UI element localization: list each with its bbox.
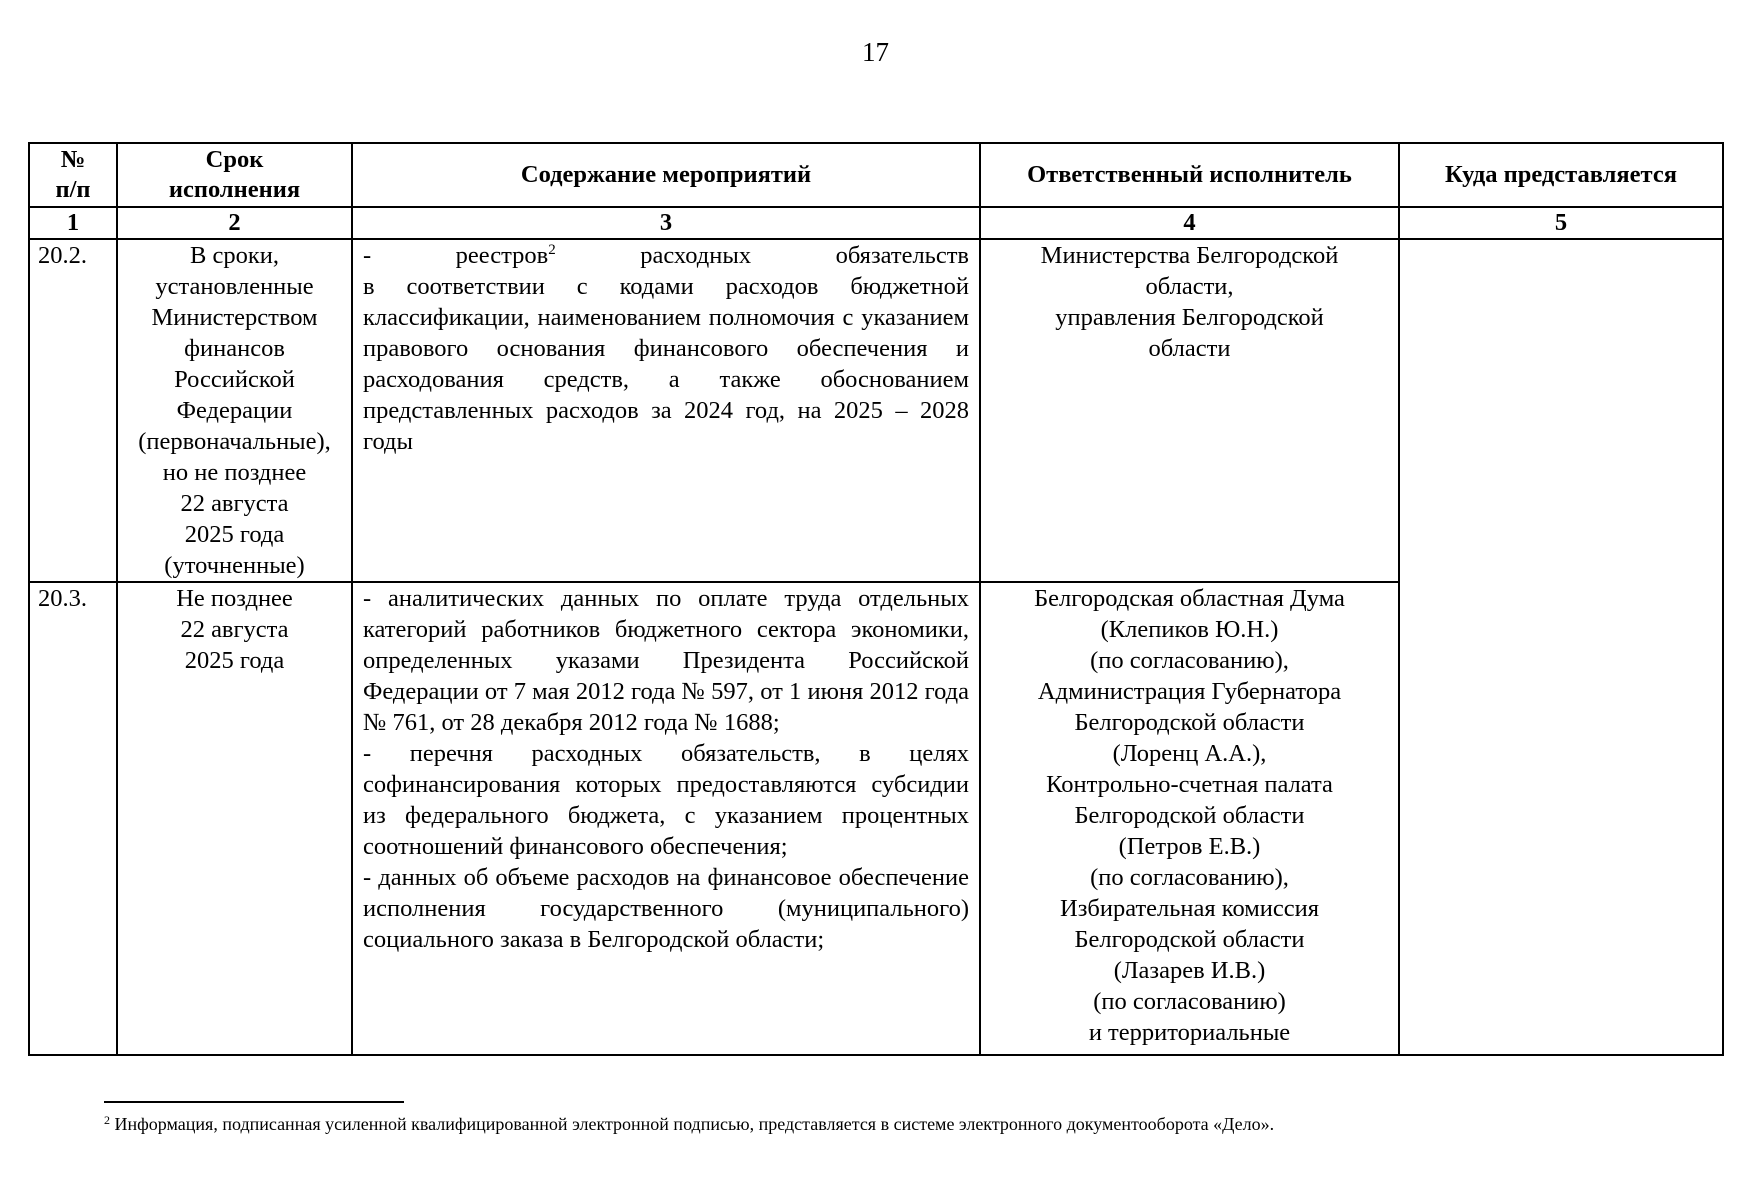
term-line: Российской [174,366,295,393]
table-row [29,239,1723,582]
executor-line: Белгородской области [1074,709,1305,736]
term-line: установленные [155,273,314,300]
footnote-text: Информация, подписанная усиленной квалифицированной электронной подписью, представляется в системе электронного документооборота «Дело». [110,1114,1275,1134]
column-number: 3 [352,207,980,239]
executor-line: (по согласованию), [1090,647,1289,674]
executor-line: (Клепиков Ю.Н.) [1100,616,1279,643]
executor-line: Белгородской области [1074,802,1305,829]
header-num-line-1: № [60,146,86,173]
table-header-row [29,143,1723,207]
row-executor [980,239,1399,582]
executor-line: Избирательная комиссия [1060,895,1319,922]
executor-line: Белгородской области [1074,926,1305,953]
row-term [117,582,352,1055]
column-number: 1 [29,207,117,239]
footnote [104,1112,1704,1136]
term-line: В сроки, [190,242,279,269]
term-line: Федерации [176,397,293,424]
footnote-ref: 2 [548,242,556,258]
header-num-line-2: п/п [55,176,91,203]
executor-line: (Лоренц А.А.), [1112,740,1267,767]
executor-line: управления Белгородской [1055,304,1324,331]
term-line: 22 августа [180,616,289,643]
header-content: Содержание мероприятий [352,143,980,207]
row-term [117,239,352,582]
header-term [117,143,352,207]
term-line: Министерством [151,304,318,331]
column-number: 4 [980,207,1399,239]
content-lead-tail: расходных обязательств [555,242,970,269]
content-first-line [363,240,969,271]
executor-line: (Петров Е.В.) [1118,833,1261,860]
header-executor: Ответственный исполнитель [980,143,1399,207]
row-executor [980,582,1399,1055]
term-line: (уточненные) [164,552,305,579]
column-number-row [29,207,1723,239]
header-term-line-2: исполнения [168,176,301,203]
header-term-line-1: Срок [205,146,264,173]
header-destination: Куда представляется [1399,143,1723,207]
row-number: 20.3. [29,582,117,1055]
header-num [29,143,117,207]
footnote-marker: 2 [104,1113,110,1127]
executor-line: и территориальные [1088,1019,1291,1046]
executor-line: Министерства Белгородской [1040,242,1339,269]
term-line: финансов [184,335,285,362]
term-line: (первоначальные), [138,428,331,455]
page-number: 17 [862,37,889,67]
content-paragraph: - аналитических данных по оплате труда отдельных категорий работников бюджетного сектора экономики, определенных указами Президента Российской Федерации от 7 мая 2012 года № 597, от 1 июня 2012 года № 761, от 28 декабря 2012 года № 1688; [363,585,969,736]
executor-line: Контрольно-счетная палата [1046,771,1333,798]
row-number: 20.2. [29,239,117,582]
column-number: 2 [117,207,352,239]
executor-line: области [1148,335,1231,362]
term-line: Не позднее [176,585,293,612]
row-destination [1399,239,1723,1055]
row-content [352,239,980,582]
term-line: но не позднее [162,459,307,486]
executor-line: области, [1145,273,1234,300]
executor-line: (по согласованию), [1090,864,1289,891]
content-paragraph: - перечня расходных обязательств, в целях софинансирования которых предоставляются субсидии из федерального бюджета, с указанием процентных соотношений финансового обеспечения; [363,740,969,860]
term-line: 2025 года [184,647,285,674]
executor-line: (по согласованию) [1093,988,1286,1015]
executor-line: Белгородская областная Дума [1034,585,1345,612]
column-number: 5 [1399,207,1723,239]
content-lead: - реестров [363,242,549,269]
content-paragraph: в соответствии с кодами расходов бюджетной классификации, наименованием полномочия с указанием правового основания финансового обеспечения и расходования средств, а также обоснованием представленных расходов за 2024 год, на 2025 – 2028 годы [363,273,969,455]
footnote-separator [104,1101,404,1103]
action-plan-table [28,142,1724,1056]
term-line: 22 августа [180,490,289,517]
term-line: 2025 года [184,521,285,548]
content-paragraph: - данных об объеме расходов на финансовое обеспечение исполнения государственного (муниципального) социального заказа в Белгородской области; [363,864,969,953]
executor-line: Администрация Губернатора [1037,678,1342,705]
executor-line: (Лазарев И.В.) [1113,957,1266,984]
row-content [352,582,980,1055]
